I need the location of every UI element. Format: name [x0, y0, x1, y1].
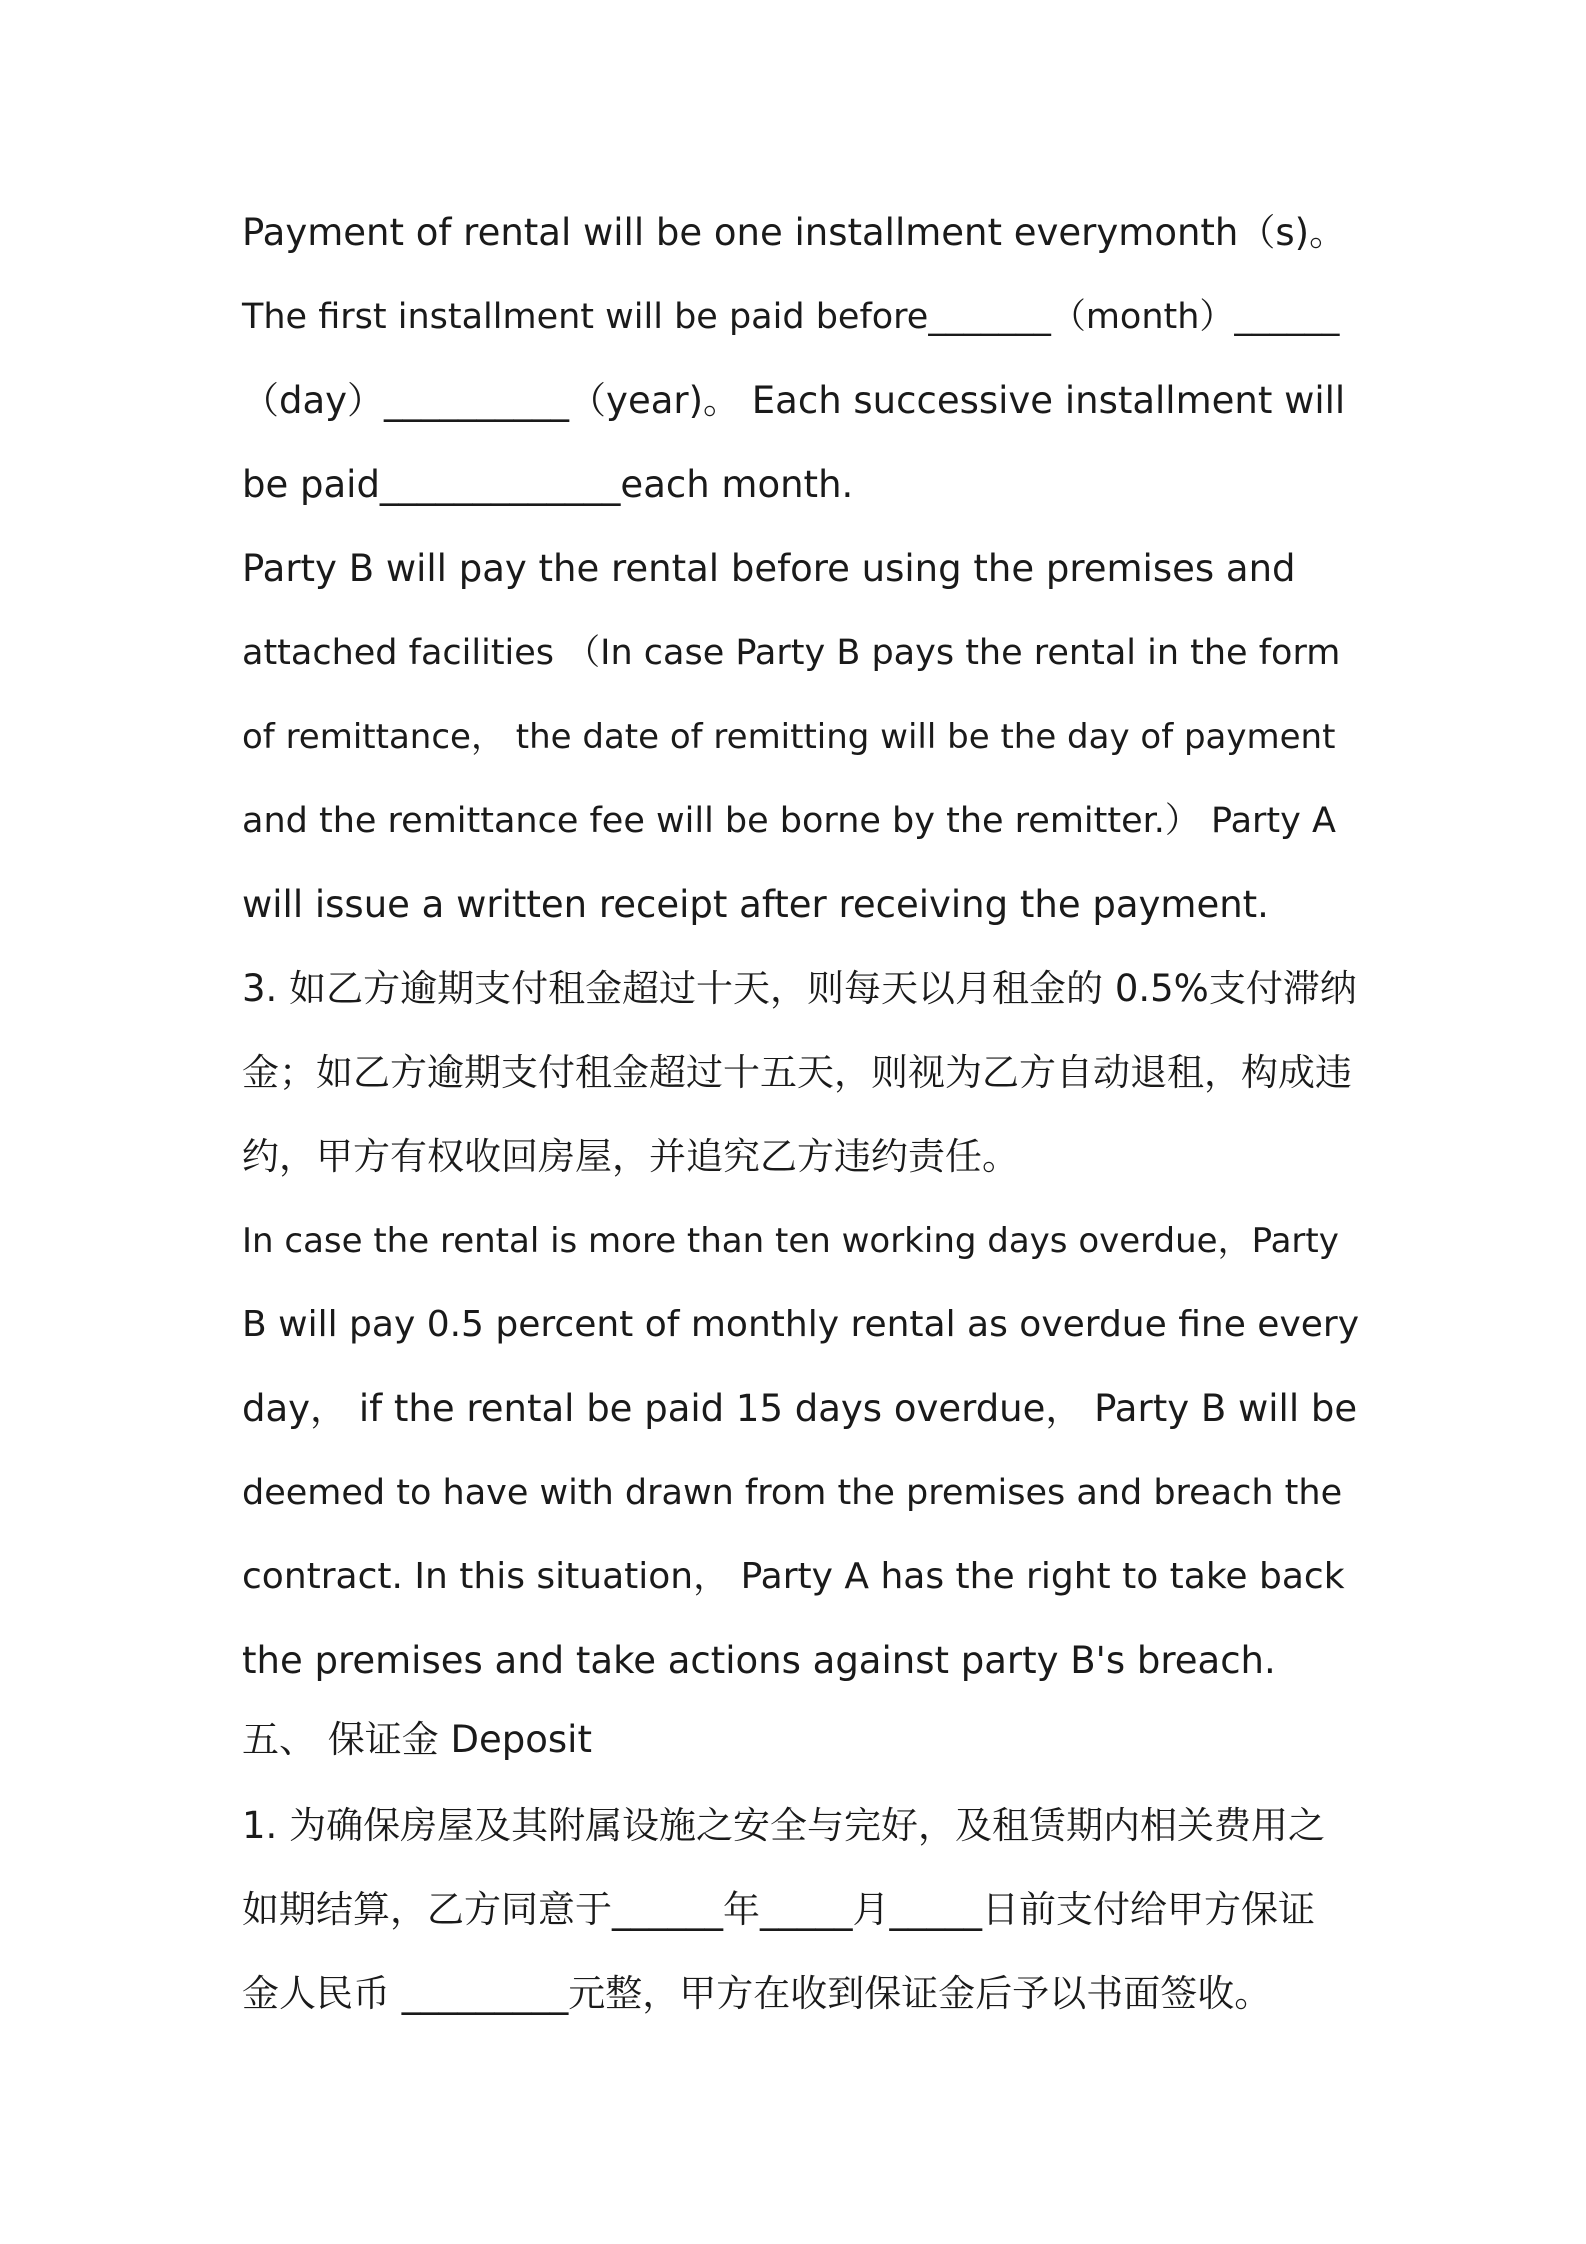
text-line: 如期结算，乙方同意于______年_____月_____日前支付给甲方保证	[242, 1888, 1315, 1931]
text-line: In case the rental is more than ten working days overdue，Party	[242, 1221, 1339, 1261]
text-line: 3. 如乙方逾期支付租金超过十天，则每天以月租金的 0.5%支付滞纳	[242, 967, 1357, 1010]
text-line: Party B will pay the rental before using the premises and	[242, 547, 1296, 590]
text-line: 1. 为确保房屋及其附属设施之安全与完好，及租赁期内相关费用之	[242, 1804, 1326, 1847]
text-line: be paid_____________each month.	[242, 463, 854, 506]
text-line: deemed to have with drawn from the premises and breach the	[242, 1473, 1343, 1513]
text-line: contract. In this situation， Party A has the right to take back	[242, 1556, 1345, 1597]
text-line: and the remittance fee will be borne by the remitter.） Party A	[242, 801, 1336, 841]
text-line: day， if the rental be paid 15 days overdue， Party B will be	[242, 1387, 1358, 1430]
text-line: 约，甲方有权收回房屋，并追究乙方违约责任。	[242, 1135, 1019, 1178]
text-line: B will pay 0.5 percent of monthly rental as overdue fine every	[242, 1304, 1360, 1345]
text-line: Payment of rental will be one installment everymonth（s)。	[242, 211, 1347, 254]
section-heading: 五、 保证金 Deposit	[242, 1718, 592, 1761]
text-line: will issue a written receipt after receiving the payment.	[242, 883, 1269, 926]
text-line: （day）__________（year)。 Each successive installment will	[242, 379, 1346, 422]
text-line: 金人民币 _________元整，甲方在收到保证金后予以书面签收。	[242, 1972, 1272, 2015]
text-line: of remittance， the date of remitting will be the day of payment	[242, 717, 1336, 757]
text-line: attached facilities （In case Party B pays the rental in the form	[242, 633, 1341, 673]
text-line: 金；如乙方逾期支付租金超过十五天，则视为乙方自动退租，构成违	[242, 1051, 1352, 1094]
text-line: the premises and take actions against party B's breach.	[242, 1639, 1276, 1682]
text-line: The first installment will be paid before_______（month）______	[242, 297, 1340, 337]
